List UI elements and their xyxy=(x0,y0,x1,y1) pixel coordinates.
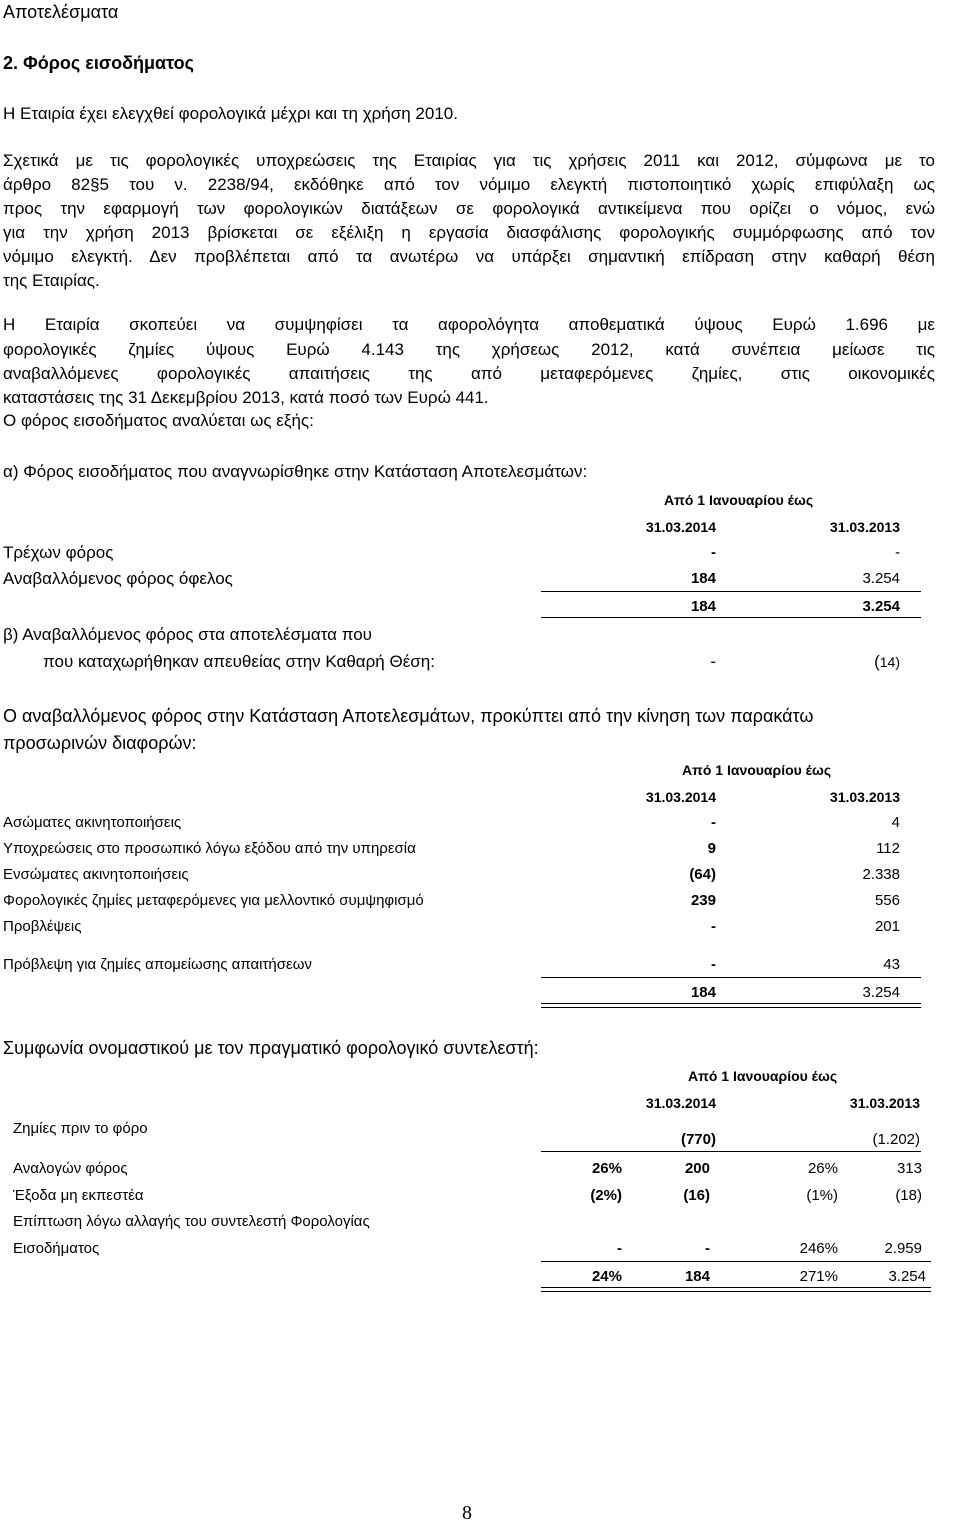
total-rate-2013: 271% xyxy=(799,1268,838,1285)
total-rate-2014: 24% xyxy=(591,1268,622,1285)
item-b-label-line1: β) Αναβαλλόμενος φόρος στα αποτελέσματα που xyxy=(3,625,372,644)
row-label: Προβλέψεις xyxy=(3,918,82,935)
row-label: Ενσώματες ακινητοποιήσεις xyxy=(3,866,189,883)
value-2013: (18) xyxy=(895,1187,922,1204)
value-2014: 239 xyxy=(690,892,716,909)
column-header-2013: 31.03.2013 xyxy=(829,519,900,535)
item-b-value-2013 xyxy=(780,652,900,672)
value-2014: - xyxy=(711,918,716,935)
paragraph-line: της Εταιρίας. xyxy=(3,271,100,290)
column-header-2013: 31.03.2013 xyxy=(849,1095,920,1111)
deferred-intro-line: Ο αναβαλλόμενος φόρος στην Κατάσταση Αποτελεσμάτων, προκύπτει από την κίνηση των παρακάτω xyxy=(3,706,814,726)
row-label-line1: Επίπτωση λόγω αλλαγής του συντελεστή Φορολογίας xyxy=(13,1213,370,1230)
value-2013: 556 xyxy=(874,892,900,909)
value-2013: 201 xyxy=(874,918,900,935)
value-2014: 200 xyxy=(684,1160,710,1177)
row-label: Τρέχων φόρος xyxy=(3,543,114,562)
period-header: Από 1 Ιανουαρίου έως xyxy=(688,1068,838,1084)
total-rule xyxy=(541,617,921,618)
period-header: Από 1 Ιανουαρίου έως xyxy=(664,492,814,508)
paragraph-line: προς την εφαρμογή των φορολογικών διατάξεων σε φορολογικά αντικείμενα που ορίζει ο νόμος, ενώ xyxy=(3,199,935,218)
paragraph-line: άρθρο 82§5 του ν. 2238/94, εκδόθηκε από τον νόμιμο ελεγκτή πιστοποιητικό χωρίς επιφύλαξη ως xyxy=(3,175,935,194)
value-2014: - xyxy=(711,956,716,973)
total-2014: 184 xyxy=(690,598,716,615)
value-2013: 43 xyxy=(883,956,900,973)
column-header-2014: 31.03.2014 xyxy=(645,1095,716,1111)
column-header-2014: 31.03.2014 xyxy=(645,789,716,805)
loss-2014: (770) xyxy=(680,1131,716,1148)
item-b-value-2014: - xyxy=(710,652,716,671)
page-number: 8 xyxy=(462,1502,472,1524)
paragraph-line: για την χρήση 2013 βρίσκεται σε εξέλιξη η εργασία διασφάλισης φορολογικής συμμόρφωσης από τον xyxy=(3,223,935,242)
total-double-rule xyxy=(541,1003,921,1008)
paragraph-audit: Η Εταιρία έχει ελεγχθεί φορολογικά μέχρι και τη χρήση 2010. xyxy=(3,104,458,123)
item-b-label-line2: που καταχωρήθηκαν απευθείας στην Καθαρή Θέση: xyxy=(43,652,435,671)
column-header-2014: 31.03.2014 xyxy=(645,519,716,535)
value-2014: - xyxy=(711,544,716,561)
table-a-title: α) Φόρος εισοδήματος που αναγνωρίσθηκε στην Κατάσταση Αποτελεσμάτων: xyxy=(3,462,588,481)
total-2014: 184 xyxy=(690,984,716,1001)
paragraph-line: αναβαλλόμενες φορολογικές απαιτήσεις της από μεταφερόμενες ζημίες, στις οικονομικές xyxy=(3,364,935,383)
period-header: Από 1 Ιανουαρίου έως xyxy=(682,762,832,778)
paragraph-line: Ο φόρος εισοδήματος αναλύεται ως εξής: xyxy=(3,411,314,430)
value-2014: (64) xyxy=(689,866,716,883)
rate-2013: 26% xyxy=(807,1160,838,1177)
row-label: Πρόβλεψη για ζημίες απομείωσης απαιτήσεων xyxy=(3,956,312,973)
total-2013: 3.254 xyxy=(862,598,900,615)
loss-2013: (1.202) xyxy=(872,1131,920,1148)
value-2013: - xyxy=(895,544,900,561)
row-label: Φορολογικές ζημίες μεταφερόμενες για μελλοντικό συμψηφισμό xyxy=(3,892,424,909)
paragraph-line: φορολογικές ζημίες ύψους Ευρώ 4.143 της χρήσεως 2012, κατά συνέπεια μείωσε τις xyxy=(3,340,935,359)
rate-2014: (2%) xyxy=(590,1187,622,1204)
value-2014: (16) xyxy=(683,1187,710,1204)
value-2014: - xyxy=(705,1240,710,1257)
paragraph-line: Σχετικά με τις φορολογικές υποχρεώσεις της Εταιρίας για τις χρήσεις 2011 και 2012, σύμφωνα με το xyxy=(3,151,935,170)
row-label: Έξοδα μη εκπεστέα xyxy=(13,1187,144,1204)
total-2013: 3.254 xyxy=(888,1268,926,1285)
row-label: Ζημίες πριν το φόρο xyxy=(13,1120,148,1137)
deferred-intro-line: προσωρινών διαφορών: xyxy=(3,733,197,753)
page-title: Αποτελέσματα xyxy=(3,2,119,22)
section-title: 2. Φόρος εισοδήματος xyxy=(3,53,195,73)
subtotal-rule xyxy=(541,591,921,592)
subtotal-rule xyxy=(541,977,921,978)
paragraph-line: καταστάσεις της 31 Δεκεμβρίου 2013, κατά ποσό των Ευρώ 441. xyxy=(3,388,489,407)
value-2014: 9 xyxy=(707,840,716,857)
rate-2013: (1%) xyxy=(806,1187,838,1204)
row-label-line2: Εισοδήματος xyxy=(13,1240,100,1257)
item-b-amount: 14) xyxy=(879,654,900,670)
total-2013: 3.254 xyxy=(862,984,900,1001)
row-label: Ασώματες ακινητοποιήσεις xyxy=(3,814,182,831)
rate-2014: - xyxy=(617,1240,622,1257)
total-double-rule xyxy=(541,1287,931,1292)
subtotal-rule xyxy=(541,1261,931,1262)
paragraph-line: νόμιμο ελεγκτή. Δεν προβλέπεται από τα ανωτέρω να υπάρξει σημαντική επίδραση στην καθαρή θέση xyxy=(3,247,935,266)
value-2013: 3.254 xyxy=(862,570,900,587)
rate-2013: 246% xyxy=(799,1240,838,1257)
row-label: Αναλογών φόρος xyxy=(13,1160,128,1177)
paragraph-line: Η Εταιρία σκοπεύει να συμψηφίσει τα αφορολόγητα αποθεματικά ύψους Ευρώ 1.696 με xyxy=(3,315,935,334)
loss-rule xyxy=(541,1151,921,1152)
item-b-open-paren: ( xyxy=(874,652,880,671)
row-label: Αναβαλλόμενος φόρος όφελος xyxy=(3,569,233,588)
rate-table-title: Συμφωνία ονομαστικού με τον πραγματικό φορολογικό συντελεστή: xyxy=(3,1038,539,1058)
value-2013: 313 xyxy=(896,1160,922,1177)
total-2014: 184 xyxy=(684,1268,710,1285)
value-2013: 4 xyxy=(891,814,900,831)
value-2014: 184 xyxy=(690,570,716,587)
column-header-2013: 31.03.2013 xyxy=(829,789,900,805)
value-2013: 2.959 xyxy=(884,1240,922,1257)
value-2014: - xyxy=(711,814,716,831)
value-2013: 112 xyxy=(876,840,900,857)
rate-2014: 26% xyxy=(591,1160,622,1177)
value-2013: 2.338 xyxy=(862,866,900,883)
row-label: Υποχρεώσεις στο προσωπικό λόγω εξόδου από την υπηρεσία xyxy=(3,840,416,857)
